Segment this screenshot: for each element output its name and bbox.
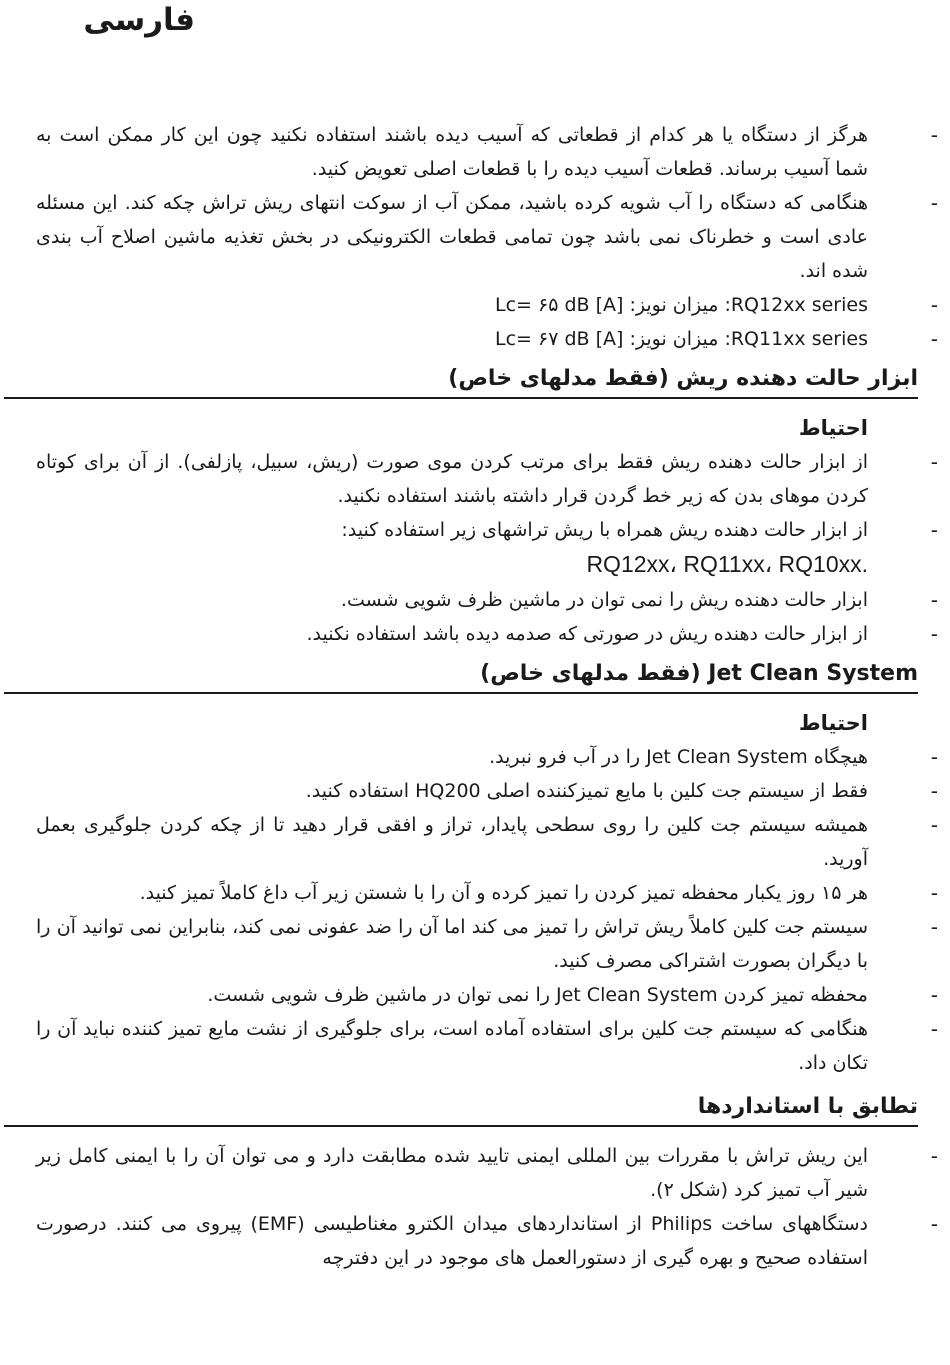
jet-clean-list: [0, 740, 950, 1080]
bullet-dash: -: [930, 1212, 938, 1236]
beard-styler-list: [0, 445, 950, 651]
list-item: - دستگاههای ساخت Philips از استانداردهای میدان الکترو مغناطیسی (EMF) پیروی می کنند. درصورت استفاده صحیح و بهره گیری از دستورالعمل های موجود در این دفترچه: [36, 1207, 868, 1275]
list-item: - هرگز از دستگاه یا هر کدام از قطعاتی که آسیب دیده باشند استفاده نکنید چون این کار ممکن است به شما آسیب برساند. قطعات آسیب دیده را با قطعات اصلی تعویض کنید.: [36, 118, 868, 186]
standards-list: [0, 1139, 950, 1275]
list-item: - ابزار حالت دهنده ریش را نمی توان در ماشین ظرف شویی شست.: [36, 583, 868, 617]
bullet-dash: -: [930, 813, 938, 837]
section-heading-beard-styler: ابزار حالت دهنده ریش (فقط مدلهای خاص): [4, 366, 918, 399]
bullet-dash: -: [930, 588, 938, 612]
caution-heading: احتیاط: [798, 416, 868, 440]
list-item: - همیشه سیستم جت کلین را روی سطحی پایدار، تراز و افقی قرار دهید تا از چکه کردن جلوگیری بعمل آورید.: [36, 808, 868, 876]
bullet-dash: -: [930, 293, 938, 317]
bullet-dash: -: [930, 450, 938, 474]
list-item: - هنگامی که دستگاه را آب شویه کرده باشید، ممکن آب از سوکت انتهای ریش تراش چکه کند. این مسئله عادی است و خطرناک نمی باشد چون تمامی قطعات الکترونیکی در بخش تغذیه ماشین اصلاح آب بندی شده اند.: [36, 186, 868, 288]
bullet-dash: -: [930, 745, 938, 769]
list-item: - RQ12xx series: میزان نویز: Lc= ۶۵ dB [A]: [36, 288, 868, 322]
section-heading-standards: تطابق با استانداردها: [4, 1094, 918, 1127]
list-item: - هر ۱۵ روز یکبار محفظه تمیز کردن را تمیز کرده و آن را با شستن زیر آب داغ کاملاً تمیز کنید.: [36, 876, 868, 910]
bullet-dash: -: [930, 881, 938, 905]
list-item: - هنگامی که سیستم جت کلین برای استفاده آماده است، برای جلوگیری از نشت مایع تمیز کننده نباید آن را تکان داد.: [36, 1012, 868, 1080]
document-body: [0, 118, 950, 1275]
page-title: فارسی: [83, 2, 195, 38]
bullet-dash: -: [930, 915, 938, 939]
list-item: - هیچگاه Jet Clean System را در آب فرو نبرید.: [36, 740, 868, 774]
bullet-dash: -: [930, 779, 938, 803]
bullet-dash: -: [930, 1017, 938, 1041]
section-heading-jet-clean: Jet Clean System (فقط مدلهای خاص): [4, 661, 918, 694]
list-item: - از ابزار حالت دهنده ریش فقط برای مرتب کردن موی صورت (ریش، سبیل، پازلفی). از آن برای کوتاه کردن موهای بدن که زیر خط گردن قرار داشته باشند استفاده نکنید.: [36, 445, 868, 513]
list-item: - سیستم جت کلین کاملاً ریش تراش را تمیز می کند اما آن را ضد عفونی نمی کند، بنابراین نمی توانید آن را با دیگران بصورت اشتراکی مصرف کنید.: [36, 910, 868, 978]
bullet-dash: -: [930, 191, 938, 215]
list-item: - RQ11xx series: میزان نویز: Lc= ۶۷ dB [A]: [36, 322, 868, 356]
bullet-dash: -: [930, 327, 938, 351]
intro-list: [0, 118, 950, 356]
bullet-dash: -: [930, 518, 938, 542]
bullet-dash: -: [930, 123, 938, 147]
list-item: - فقط از سیستم جت کلین با مایع تمیزکننده اصلی HQ200 استفاده کنید.: [36, 774, 868, 808]
bullet-dash: -: [930, 1144, 938, 1168]
list-item: - از ابزار حالت دهنده ریش در صورتی که صدمه دیده باشد استفاده نکنید.: [36, 617, 868, 651]
list-item: - این ریش تراش با مقررات بین المللی ایمنی تایید شده مطابقت دارد و می توان آن را با ایمنی کامل زیر شیر آب تمیز کرد (شکل ۲).: [36, 1139, 868, 1207]
list-item: - محفظه تمیز کردن Jet Clean System را نمی توان در ماشین ظرف شویی شست.: [36, 978, 868, 1012]
model-list: RQ12xx، RQ11xx، RQ10xx.: [586, 551, 868, 577]
bullet-dash: -: [930, 622, 938, 646]
list-item: - از ابزار حالت دهنده ریش همراه با ریش تراشهای زیر استفاده کنید: RQ12xx، RQ11xx، RQ10xx.: [36, 513, 868, 583]
caution-heading: احتیاط: [798, 711, 868, 735]
bullet-dash: -: [930, 983, 938, 1007]
